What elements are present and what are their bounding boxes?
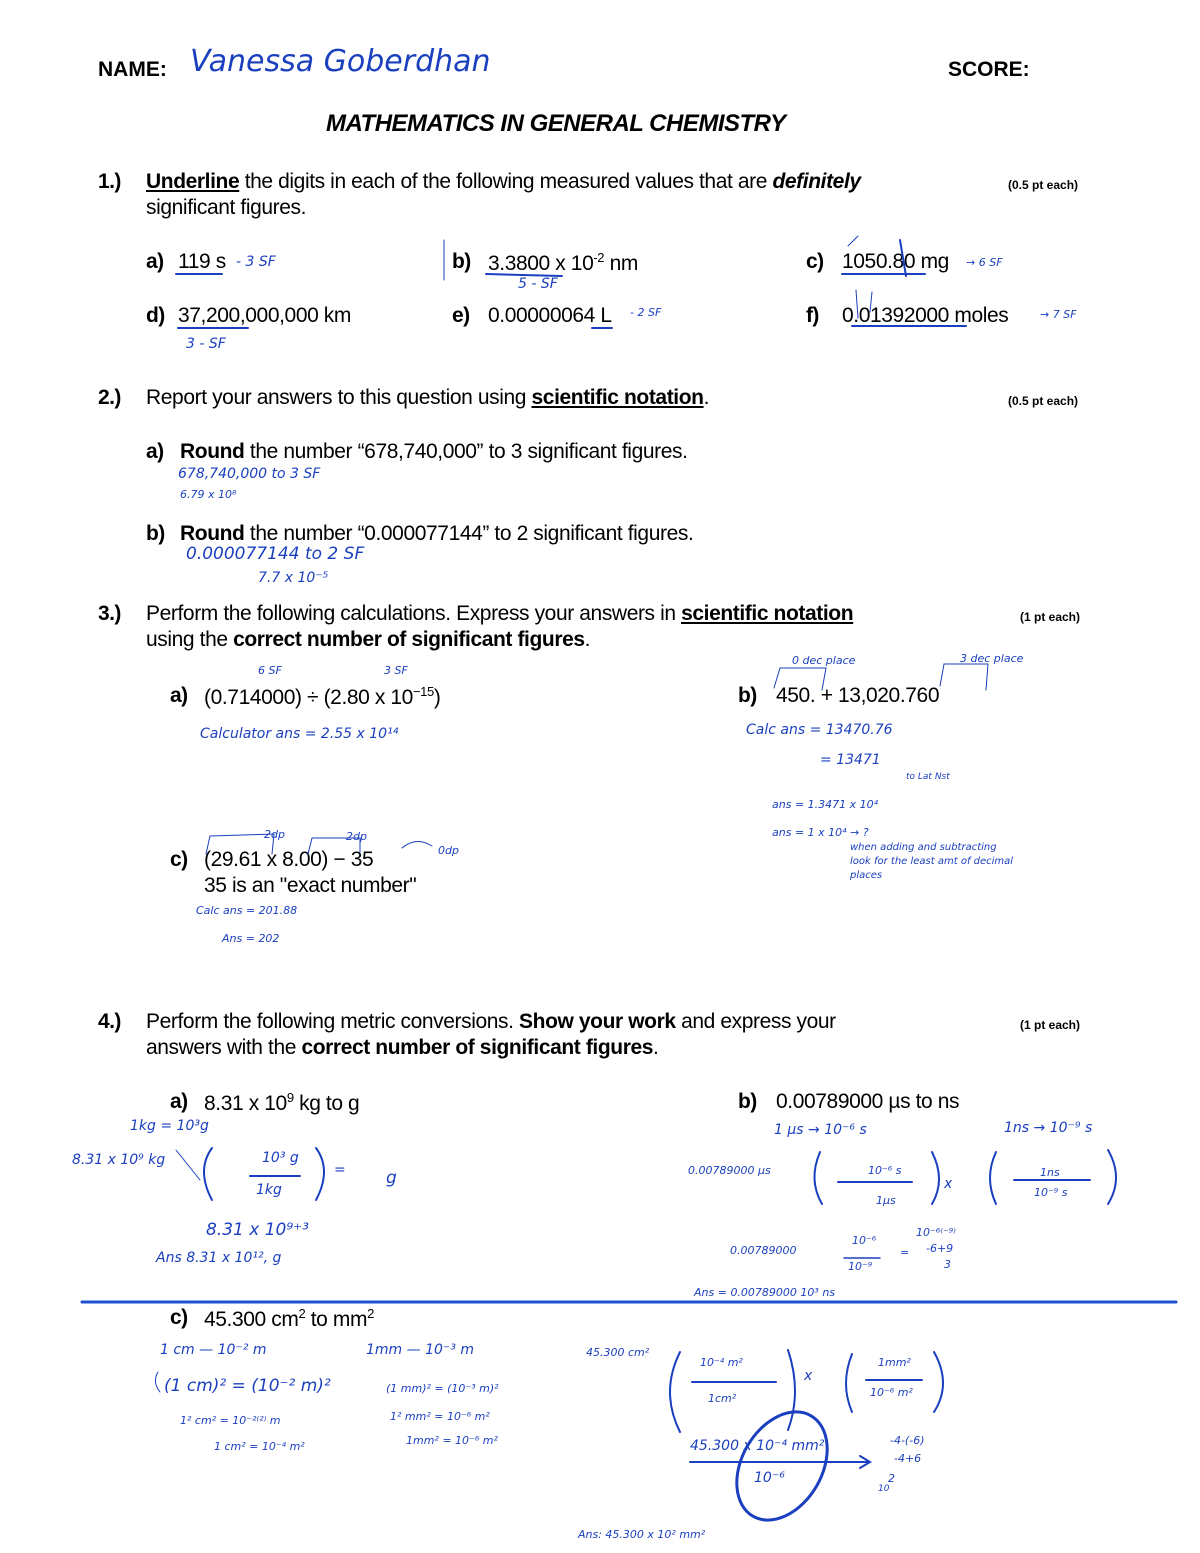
q1f-label: f)	[806, 304, 819, 327]
q3b-work2: = 13471	[820, 752, 881, 768]
q4b-w3-den: 1µs	[876, 1194, 896, 1207]
q4-text-b: answers with the correct number of significant figures.	[146, 1036, 659, 1059]
q3c-dp3: 0dp	[438, 844, 459, 857]
q4a-w2: 8.31 x 10⁹ kg	[72, 1152, 166, 1168]
q4b-w4-num: 10⁻⁶	[852, 1234, 877, 1247]
q4c-w10-den: 10⁻⁶	[754, 1470, 785, 1486]
q3c-dp2: 2dp	[346, 830, 367, 843]
q4b-w5: Ans = 0.00789000 10³ ns	[694, 1286, 836, 1299]
q4b-w4: 0.00789000	[730, 1244, 797, 1257]
q2b-work2: 7.7 x 10⁻⁵	[258, 570, 329, 586]
q4c-w6: 1² mm² = 10⁻⁶ m²	[390, 1410, 490, 1423]
q1b-label: b)	[452, 250, 471, 273]
q1f-note: → 7 SF	[1040, 308, 1077, 321]
q1-underline-word: Underline	[146, 170, 240, 193]
q4c-text: 45.300 $cm^2$ to $mm^2$	[204, 1306, 374, 1331]
q4b-w4-r2: -6+9	[926, 1242, 954, 1255]
q3c-work1: Calc ans = 201.88	[196, 904, 298, 917]
q1e-label: e)	[452, 304, 470, 327]
q4b-w4-den: 10⁻⁹	[848, 1260, 873, 1273]
q1d-label: d)	[146, 304, 165, 327]
q4b-w3-num2: 1ns	[1040, 1166, 1060, 1179]
q3b-work5: ans = 1 x 10⁴ → ?	[772, 826, 869, 839]
q4b-w4-r3: 3	[944, 1258, 951, 1271]
q4a-w3: 8.31 x 10⁹⁺³	[206, 1220, 309, 1240]
q4c-w14: 10	[878, 1484, 890, 1494]
q4b-label: b)	[738, 1090, 757, 1113]
q1b-note: 5 - SF	[518, 276, 558, 292]
q3b-work3: to Lat Nst	[906, 772, 950, 782]
q3-text-a: Perform the following calculations. Express your answers in scientific notation	[146, 602, 854, 625]
q1-number: 1.)	[98, 170, 121, 193]
page-title: MATHEMATICS IN GENERAL CHEMISTRY	[326, 110, 786, 137]
score-label: SCORE:	[948, 58, 1030, 81]
q4c-w3: (1 cm)² = (10⁻² m)²	[164, 1376, 331, 1396]
q2b-label: b)	[146, 522, 165, 545]
q4c-w11: -4-(-6)	[890, 1434, 925, 1447]
q1-text-a: the digits in each of the following measured values that are	[244, 170, 768, 193]
q4b-w3-den2: 10⁻⁹ s	[1034, 1186, 1068, 1199]
q3c-label: c)	[170, 848, 188, 871]
q3b-expr: 450. + 13,020.760	[776, 684, 940, 707]
q3a-work: Calculator ans = 2.55 x 10¹⁴	[200, 726, 399, 742]
q4b-w4-r: 10⁻⁶⁽⁻⁹⁾	[916, 1226, 956, 1239]
q4-number: 4.)	[98, 1010, 121, 1033]
q3a-label: a)	[170, 684, 188, 707]
q4a-text: 8.31 x $10^9$ kg to g	[204, 1090, 360, 1115]
q1a-label: a)	[146, 250, 164, 273]
q4b-w1: 1 µs → 10⁻⁶ s	[774, 1122, 867, 1138]
q3c-work2: Ans = 202	[222, 932, 280, 945]
name-label: NAME:	[98, 58, 167, 81]
q4c-w9-x: x	[804, 1368, 813, 1384]
q4c-w9-den2: 10⁻⁶ m²	[870, 1386, 913, 1399]
q1e-note: - 2 SF	[630, 306, 662, 319]
q3b-work1: Calc ans = 13470.76	[746, 722, 893, 738]
q1c-value: 1050.80 mg	[842, 250, 949, 273]
q4a-w2-num: 10³ g	[262, 1150, 299, 1166]
q4b-w3-num: 10⁻⁶ s	[868, 1164, 902, 1177]
q4c-w9: 45.300 cm²	[586, 1346, 650, 1359]
q4a-w2-g: g	[386, 1168, 397, 1188]
q2-text: Report your answers to this question using scientific notation.	[146, 386, 710, 409]
q3-text-b: using the correct number of significant figures.	[146, 628, 591, 651]
q1-text-b: significant figures.	[146, 196, 307, 219]
q1a-value: 119 s	[178, 250, 226, 273]
q4c-w9-den: 1cm²	[708, 1392, 737, 1405]
q3c-note: 35 is an "exact number"	[204, 874, 417, 897]
q3b-work7: look for the least amt of decimal	[850, 856, 1014, 867]
q2b-text: Round the number “0.000077144” to 2 significant figures.	[180, 522, 694, 545]
q1-emph: definitely	[772, 170, 861, 193]
q1b-underline	[486, 274, 562, 276]
q2-points: (0.5 pt each)	[1008, 394, 1079, 408]
q4a-w1: 1kg = 10³g	[130, 1118, 209, 1134]
q1a-note: - 3 SF	[236, 254, 276, 270]
q4c-w13: 2	[888, 1472, 895, 1485]
q4-text-a: Perform the following metric conversions. Show your work and express your	[146, 1010, 836, 1033]
q3-number: 3.)	[98, 602, 121, 625]
q2a-work1: 678,740,000 to 3 SF	[178, 466, 321, 482]
q4-points: (1 pt each)	[1020, 1018, 1081, 1032]
q1d-note: 3 - SF	[186, 336, 226, 352]
q1f-value: 0.01392000 moles	[842, 304, 1009, 327]
q4c-label: c)	[170, 1306, 188, 1329]
q4c-w8: 1mm² = 10⁻⁶ m²	[406, 1434, 498, 1447]
q4a-w2-eq: =	[334, 1162, 346, 1178]
q2a-work2: 6.79 x 10⁸	[180, 488, 237, 501]
q4b-w3: 0.00789000 µs	[688, 1164, 771, 1177]
q3a-sf1: 6 SF	[258, 664, 282, 677]
q3c-expr: (29.61 x 8.00) − 35	[204, 848, 374, 871]
q4c-w2: 1mm — 10⁻³ m	[366, 1342, 474, 1358]
q1d-value: 37,200,000,000 km	[178, 304, 352, 327]
q1c-label: c)	[806, 250, 824, 273]
q3b-label: b)	[738, 684, 757, 707]
q4b-w2: 1ns → 10⁻⁹ s	[1004, 1120, 1093, 1136]
q4b-w4-eq: =	[900, 1246, 910, 1259]
q4c-w7: 1 cm² = 10⁻⁴ m²	[214, 1440, 305, 1453]
q4c-w12: -4+6	[894, 1452, 922, 1465]
q3a-sf2: 3 SF	[384, 664, 408, 677]
q4c-w9-num2: 1mm²	[878, 1356, 911, 1369]
q4a-label: a)	[170, 1090, 188, 1113]
q2a-text: Round the number “678,740,000” to 3 significant figures.	[180, 440, 688, 463]
q3b-work8: places	[850, 870, 883, 881]
q4b-text: 0.00789000 µs to ns	[776, 1090, 960, 1113]
q1b-value: 3.3800 x $10^{-2}$ nm	[488, 250, 638, 275]
q2b-work1: 0.000077144 to 2 SF	[186, 544, 365, 564]
name-value: Vanessa Goberdhan	[190, 44, 491, 79]
q3a-expr: (0.714000) ÷ (2.80 x $10^{-15}$)	[204, 684, 441, 709]
q4c-w1: 1 cm — 10⁻² m	[160, 1342, 267, 1358]
q3b-dp1: 0 dec place	[792, 654, 856, 667]
q3c-dp1: 2dp	[264, 828, 285, 841]
q4c-w10: 45.300 x 10⁻⁴ mm²	[690, 1438, 825, 1454]
q3b-work6: when adding and subtracting	[850, 842, 997, 853]
q1e-value: 0.00000064 L	[488, 304, 612, 327]
q4a-w4: Ans 8.31 x 10¹², g	[156, 1250, 282, 1266]
q3b-work4: ans = 1.3471 x 10⁴	[772, 798, 879, 811]
q2a-label: a)	[146, 440, 164, 463]
q4c-w5: 1² cm² = 10⁻²⁽²⁾ m	[180, 1414, 281, 1427]
q1c-note: → 6 SF	[966, 256, 1003, 269]
q3b-dp2: 3 dec place	[960, 652, 1024, 665]
q4c-w4: (1 mm)² = (10⁻³ m)²	[386, 1382, 499, 1395]
q1-points: (0.5 pt each)	[1008, 178, 1079, 192]
q4c-w9-num: 10⁻⁴ m²	[700, 1356, 743, 1369]
q4b-w3-x: x	[944, 1176, 953, 1192]
q4a-w2-den: 1kg	[256, 1182, 282, 1198]
q4c-answer: Ans: 45.300 x 10² mm²	[578, 1528, 706, 1541]
q2-number: 2.)	[98, 386, 121, 409]
q3-points: (1 pt each)	[1020, 610, 1081, 624]
